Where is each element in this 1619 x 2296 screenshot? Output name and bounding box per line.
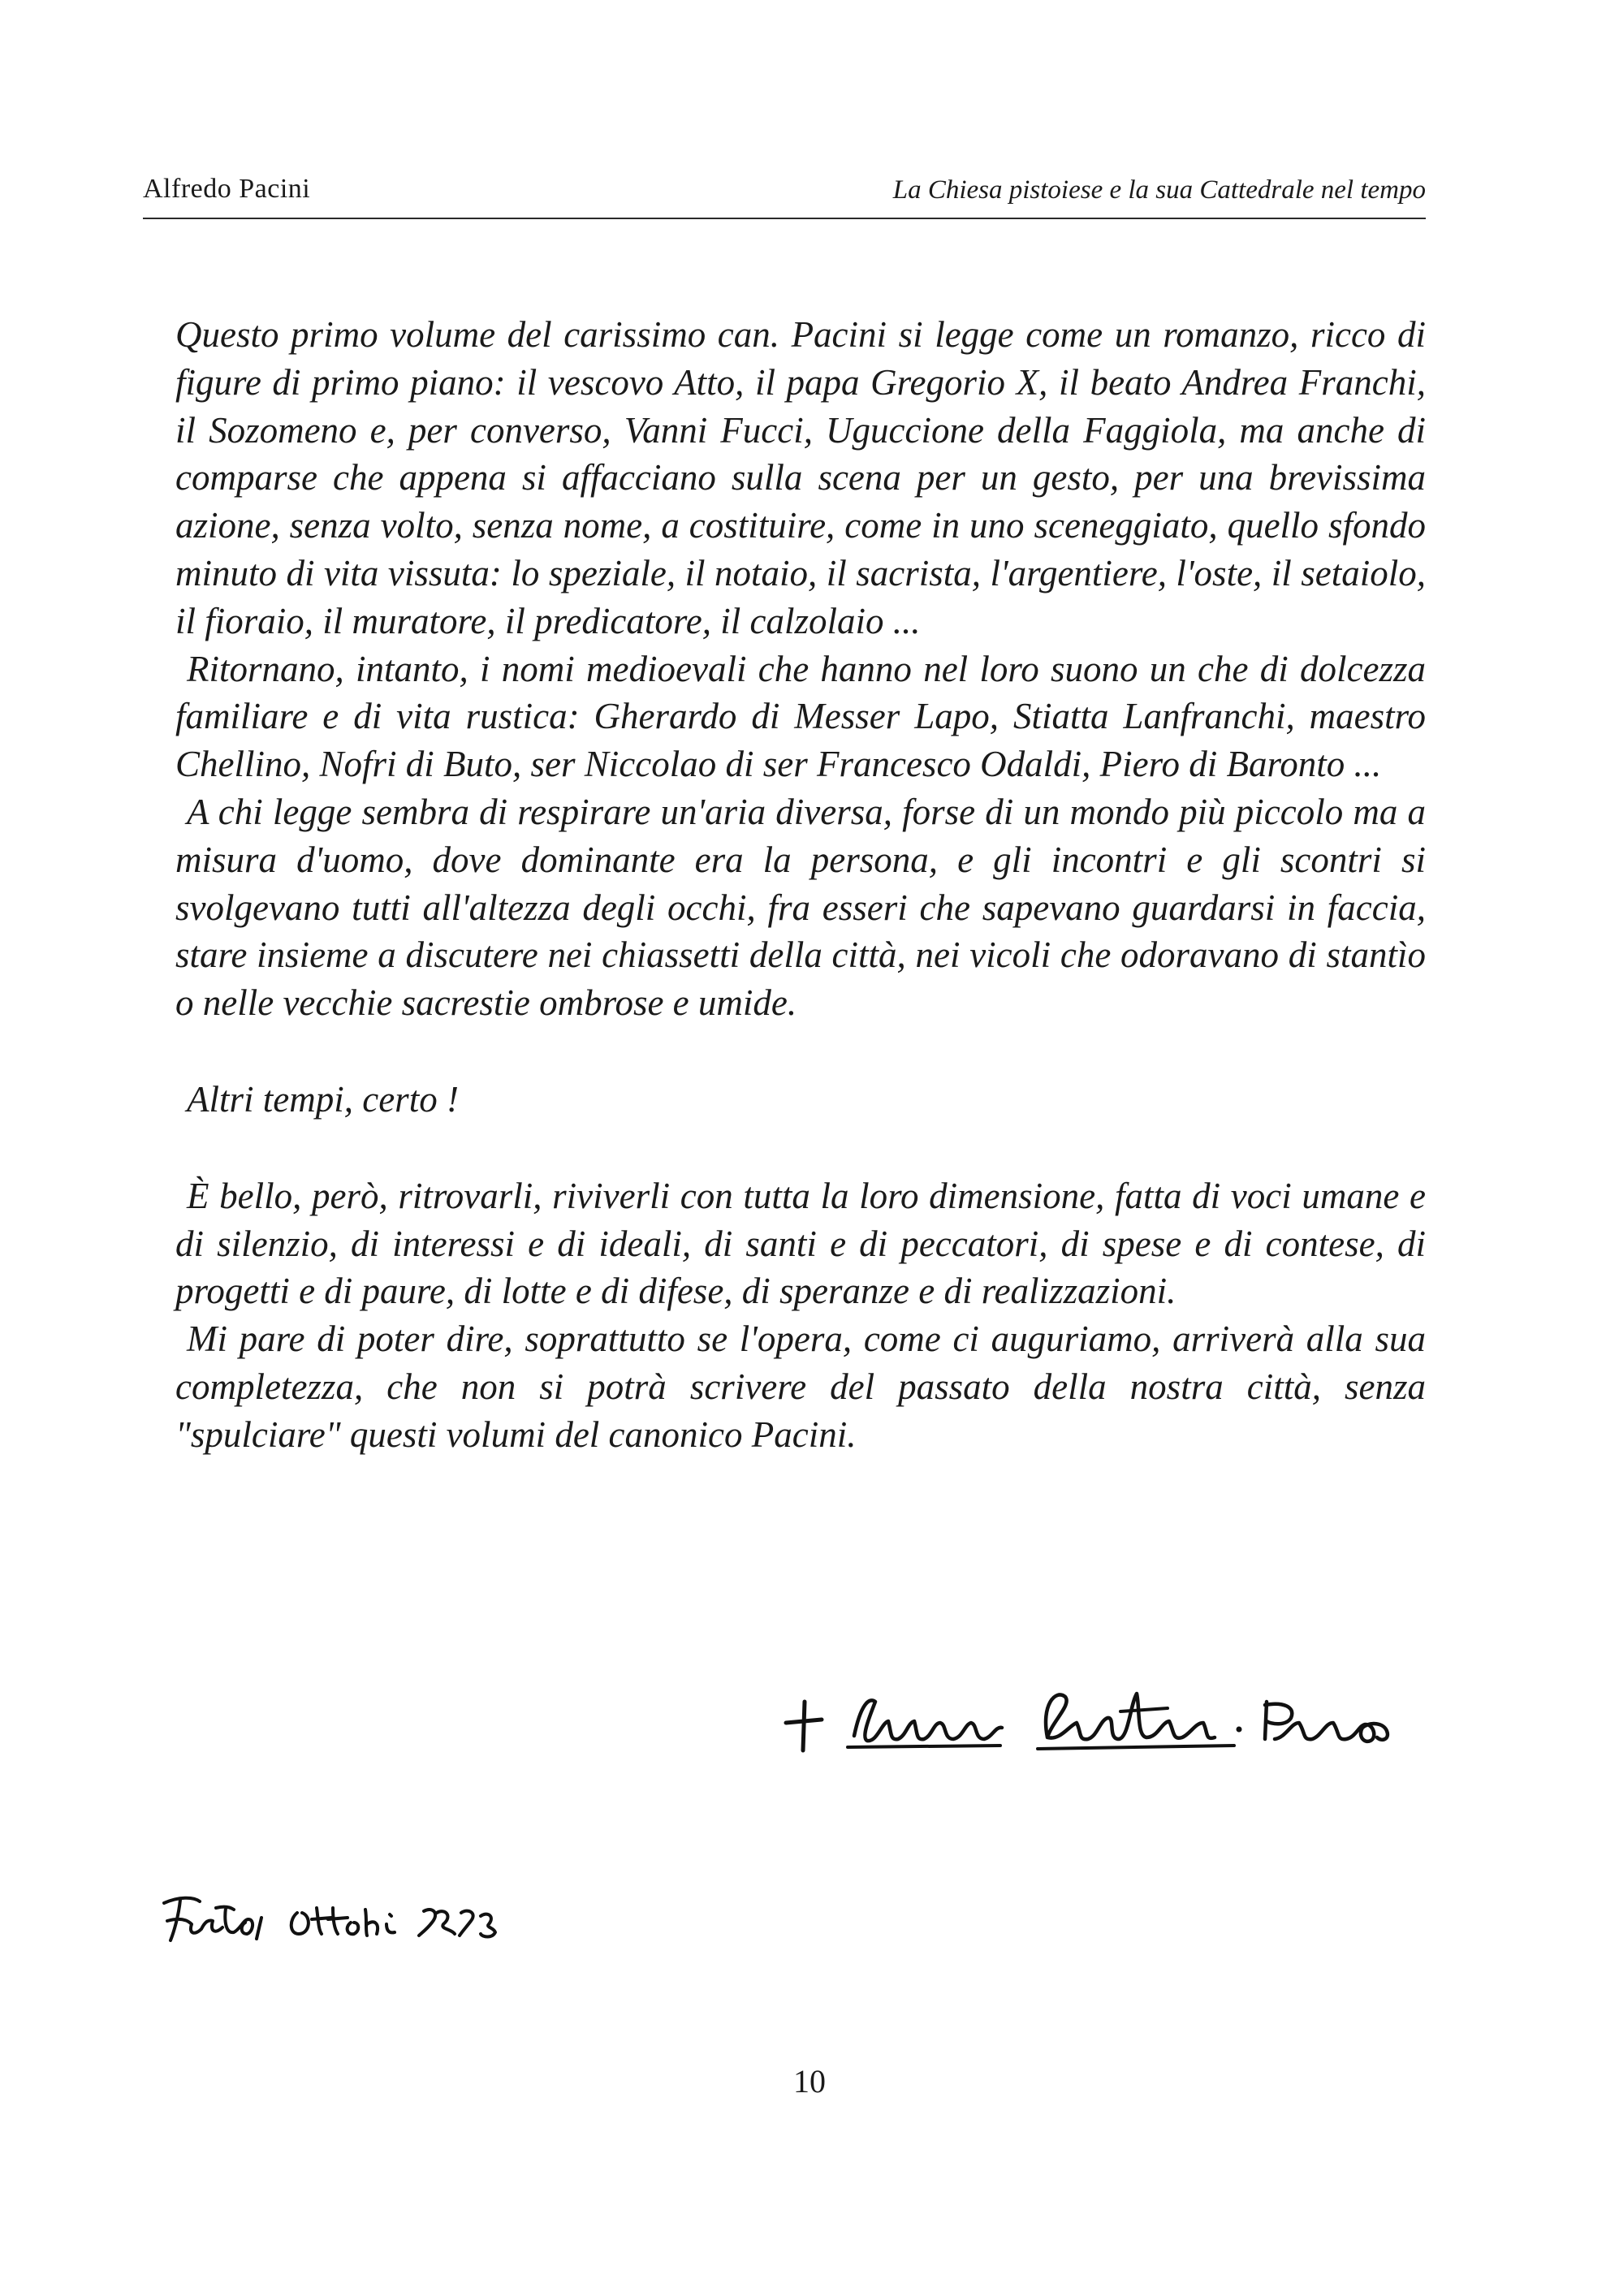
paragraph-1: Questo primo volume del carissimo can. Pacini si legge come un romanzo, ricco di figure di primo piano: il vescovo Atto, il papa Gregorio X, il beato Andrea Franchi, il Sozomeno e, per converso, Vanni Fucci, Uguccione della Faggiola, ma anche di comparse che appena si affacciano sulla scena per un gesto, per una brevissima azione, senza volto, senza nome, a costituire, come in uno sceneggiato, quello sfondo minuto di vita vissuta: lo speziale, il notaio, il sacrista, l'argentiere, l'oste, il setaiolo, il fioraio, il muratore, il predicatore, il calzolaio ... (175, 314, 1426, 641)
paragraph-2: Ritornano, intanto, i nomi medioevali che hanno nel loro suono un che di dolcezza familiare e di vita rustica: Gherardo di Messer Lapo, Stiatta Lanfranchi, maestro Chellino, Nofri di Buto, ser Niccolao di ser Francesco Odaldi, Piero di Baronto ... (175, 648, 1426, 785)
header-divider (143, 218, 1426, 219)
paragraph-5: È bello, però, ritrovarli, riviverli con tutta la loro dimensione, fatta di voci umane e di silenzio, di interessi e di ideali, di santi e di peccatori, di spese e di contese, di progetti e di paure, di lotte e di difese, di speranze e di realizzazioni. (175, 1175, 1426, 1312)
page-number: 10 (793, 2063, 826, 2100)
body-text (175, 311, 1426, 1459)
paragraph-4: Altri tempi, certo ! (187, 1078, 459, 1120)
paragraph-3: A chi legge sembra di respirare un'aria diversa, forse di un mondo più piccolo ma a misura d'uomo, dove dominante era la persona, e gli incontri e gli scontri si svolgevano tutti all'altezza degli occhi, fra esseri che sapevano guardarsi in faccia, stare insieme a discutere nei chiassetti della città, nei vicoli che odoravano di stantìo o nelle vecchie sacrestie ombrose e umide. (175, 791, 1426, 1024)
running-header-author: Alfredo Pacini (143, 174, 311, 204)
running-header-title: La Chiesa pistoiese e la sua Cattedrale nel tempo (892, 175, 1426, 205)
paragraph-6: Mi pare di poter dire, soprattutto se l'opera, come ci auguriamo, arriverà alla sua completezza, che non si potrà scrivere del passato della nostra città, senza "spulciare" questi volumi del canonico Pacini. (175, 1318, 1426, 1455)
handwritten-place-date (159, 1884, 500, 1949)
handwritten-signature (779, 1672, 1421, 1762)
